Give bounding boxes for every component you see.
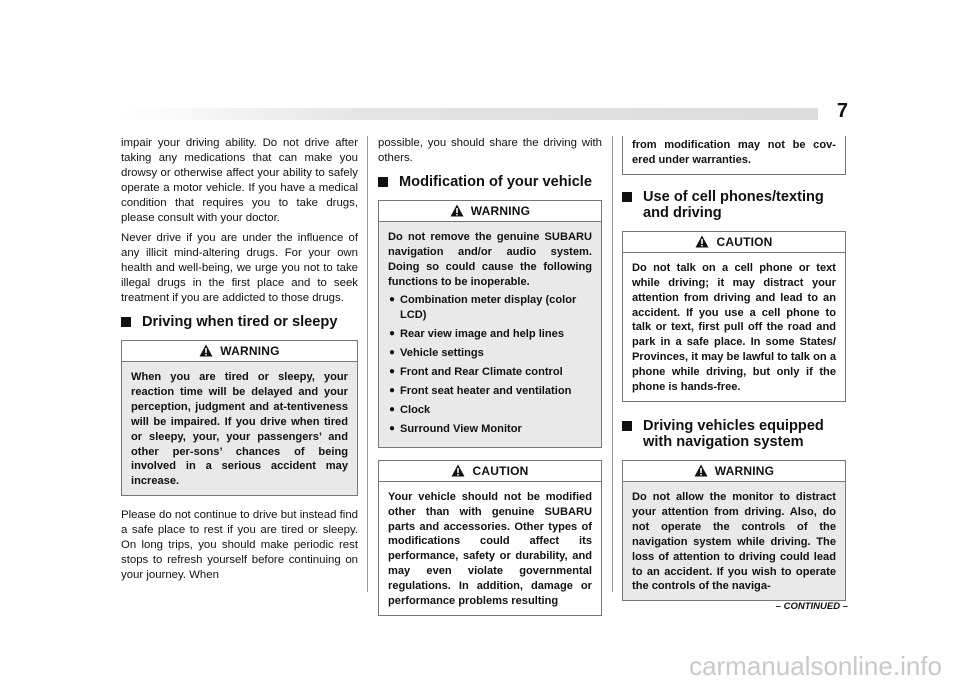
caution-box	[378, 460, 602, 616]
caution-continued-text: from modification may not be cov-ered under warranties.	[632, 139, 836, 166]
warning-text: When you are tired or sleepy, your reaction time will be delayed and your perception, judgment and at-tentiveness will be impaired. If you drive when tired or sleepy, your, your passengers’ and other per-sons’ chances of being involved in a serious accident may increase.	[131, 370, 348, 488]
header-rule	[121, 108, 818, 120]
bullet-icon: ●	[389, 366, 396, 378]
bullet-icon: ●	[389, 384, 396, 396]
section-square-icon	[622, 421, 632, 431]
caution-label: CAUTION	[716, 234, 773, 249]
list-item: ● Surround View Monitor	[389, 422, 522, 435]
list-item: ● Combination meter display (color LCD)	[389, 294, 577, 322]
warning-box	[121, 340, 358, 496]
warning-body	[379, 222, 601, 447]
paragraph: possible, you should share the driving with others.	[378, 137, 602, 164]
section-heading	[622, 418, 846, 450]
warning-label: WARNING	[220, 343, 280, 358]
column-3	[622, 136, 846, 613]
column-2	[378, 136, 602, 628]
list-item: ● Vehicle settings	[389, 347, 484, 360]
column-divider-2	[612, 136, 613, 592]
section-heading	[378, 174, 602, 190]
continued-label: – CONTINUED –	[775, 601, 848, 612]
caution-header	[623, 232, 845, 253]
warning-text: Do not allow the monitor to distract your attention from driving. Also, do not operate the controls of the navigation system while driving. The loss of attention to driving could lead to an accident. If you wish to operate the controls of the naviga-	[632, 490, 836, 593]
warning-header	[623, 461, 845, 482]
paragraph: Never drive if you are under the influence of any illicit mind-altering drugs. For your own health and well-being, we urge you not to take illegal drugs in the first place and to seek treatment if you are addicted to those drugs.	[121, 232, 358, 305]
bullet-icon: ●	[389, 422, 396, 434]
caution-triangle-icon	[451, 464, 465, 477]
paragraph: impair your driving ability. Do not drive after taking any medications that can make you drowsy or otherwise affect your ability to safely operate a motor vehicle. If you have a medical condition that requires you to take drugs, please consult with your doctor.	[121, 137, 358, 224]
paragraph: Please do not continue to drive but instead find a safe place to rest if you are tired or sleepy. On long trips, you should make periodic rest stops to refresh yourself before continuing on your journey. When	[121, 509, 358, 581]
section-square-icon	[121, 317, 131, 327]
warning-body	[623, 482, 845, 600]
caution-body	[379, 482, 601, 615]
caution-continued-box	[622, 136, 846, 175]
warning-triangle-icon	[199, 344, 213, 357]
caution-label: CAUTION	[472, 463, 529, 478]
section-heading-text: Modification of your vehicle	[399, 173, 592, 190]
column-1	[121, 136, 358, 589]
warning-box	[622, 460, 846, 601]
section-square-icon	[622, 192, 632, 202]
list-item: ● Front and Rear Climate control	[389, 366, 563, 379]
watermark: carmanualsonline.info	[689, 651, 942, 681]
caution-triangle-icon	[695, 235, 709, 248]
warning-box	[378, 200, 602, 448]
caution-box	[622, 231, 846, 402]
section-heading-text: Use of cell phones/texting and driving	[643, 188, 824, 221]
section-heading-text: Driving when tired or sleepy	[142, 313, 338, 330]
caution-continued-body	[623, 136, 845, 174]
column-divider-1	[367, 136, 368, 592]
bullet-icon: ●	[389, 403, 396, 415]
section-heading-text: Driving vehicles equipped with navigation system	[643, 417, 824, 450]
list-item: ● Clock	[389, 403, 431, 416]
warning-header	[122, 341, 357, 362]
warning-label: WARNING	[714, 463, 775, 478]
bullet-icon: ●	[389, 294, 396, 306]
bullet-icon: ●	[389, 347, 396, 359]
warning-body	[122, 362, 357, 495]
section-heading	[622, 189, 846, 221]
bullet-icon: ●	[389, 328, 396, 340]
warning-label: WARNING	[470, 203, 531, 218]
warning-text: Do not remove the genuine SUBARU navigation and/or audio system. Doing so could cause the following functions to be inoperable.	[388, 230, 592, 288]
list-item: ● Rear view image and help lines	[389, 328, 565, 341]
caution-text: Do not talk on a cell phone or text while driving; it may distract your attention from driving and lead to an accident. If you use a cell phone to talk or text, first pull off the road and park in a safe place. In some States/ Provinces, it may be lawful to talk on a phone while driving, but only if the phone is hands-free.	[632, 261, 836, 394]
list-item: ● Front seat heater and ventilation	[389, 384, 572, 397]
warning-list	[388, 293, 592, 436]
section-square-icon	[378, 177, 388, 187]
caution-header	[379, 461, 601, 482]
page-number: 7	[836, 100, 848, 122]
section-heading	[121, 314, 358, 330]
warning-triangle-icon	[450, 204, 464, 217]
caution-text: Your vehicle should not be modified other than with genuine SUBARU parts and accessories. Other types of modifications could affect its performance, safety or durability, and may even violate governmental regulations. In addition, damage or performance problems resulting	[388, 490, 592, 608]
warning-triangle-icon	[694, 464, 708, 477]
caution-body	[623, 253, 845, 401]
warning-header	[379, 201, 601, 222]
